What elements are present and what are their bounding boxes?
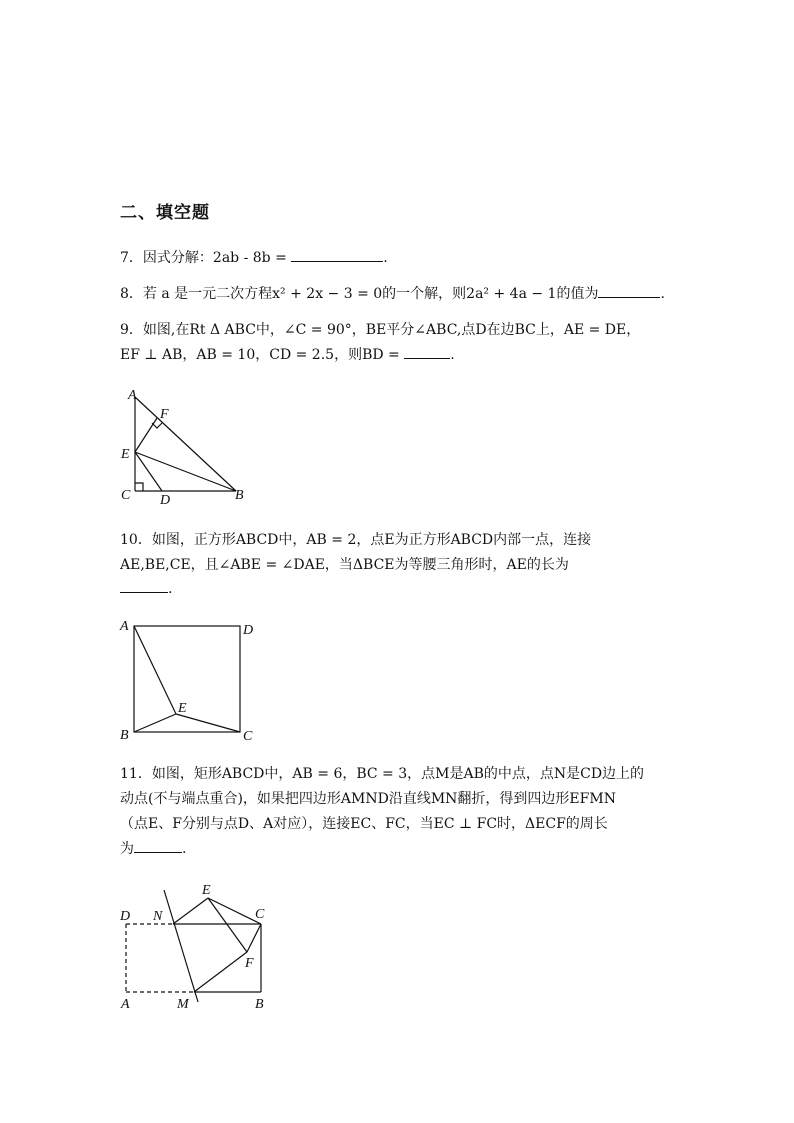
question-7-end: . (383, 250, 388, 266)
fold-line-MN (164, 890, 198, 1002)
segment-BE (134, 714, 176, 732)
label-B: B (120, 728, 129, 743)
label-F: F (160, 407, 169, 422)
segment-CE (176, 714, 240, 732)
question-9-end: . (450, 347, 455, 363)
answer-blank-7[interactable] (291, 247, 383, 262)
segment-NE (173, 898, 208, 924)
question-9-line2-text: EF ⊥ AB，AB = 10，CD = 2.5，则BD = (120, 347, 405, 363)
question-11-line1: 11．如图，矩形ABCD中，AB = 6，BC = 3，点M是AB的中点，点N是CD边上的 (120, 766, 645, 782)
question-7 (120, 247, 388, 268)
answer-blank-10[interactable] (120, 578, 168, 593)
segment-EC (208, 898, 261, 924)
segment-AB (135, 397, 236, 491)
label-E: E (121, 447, 130, 462)
segment-EF (208, 898, 247, 952)
label-D: D (243, 623, 254, 638)
label-B: B (235, 488, 244, 503)
figure-q11-fold (112, 878, 282, 1013)
figure-q10-square (112, 612, 262, 747)
question-8-text: 8．若 a 是一元二次方程x² + 2x − 3 = 0的一个解，则2a² + 4a − 1的值为 (120, 286, 599, 302)
segment-FC (247, 924, 261, 952)
label-M: M (177, 997, 189, 1012)
question-8 (120, 283, 665, 304)
question-8-end: . (660, 286, 665, 302)
figure-q9-triangle (110, 385, 260, 510)
answer-blank-11[interactable] (134, 838, 182, 853)
question-9-line1: 9．如图,在Rt Δ ABC中，∠C = 90°，BE平分∠ABC,点D在边BC上，AE = DE， (120, 322, 641, 338)
segment-EF (135, 418, 157, 452)
segment-FM (194, 952, 247, 992)
right-angle-mark-C (135, 483, 143, 491)
answer-blank-8[interactable] (598, 283, 660, 298)
label-A: A (120, 619, 129, 634)
right-angle-mark-F (152, 423, 162, 428)
square-ABCD (134, 626, 240, 732)
label-D: D (120, 909, 131, 924)
segment-AE (134, 626, 176, 714)
question-10-line2: AE,BE,CE，且∠ABE = ∠DAE，当ΔBCE为等腰三角形时，AE的长为 (120, 557, 569, 573)
question-10-line3 (120, 578, 172, 599)
label-B: B (255, 997, 264, 1012)
question-7-text: 7．因式分解：2ab - 8b = (120, 250, 292, 266)
label-A: A (128, 388, 137, 403)
question-9-line2 (120, 344, 455, 365)
label-F: F (245, 956, 254, 971)
question-11-line4-text: 为 (120, 841, 134, 857)
question-11-line2: 动点(不与端点重合)，如果把四边形AMND沿直线MN翻折，得到四边形EFMN (120, 791, 616, 807)
label-D: D (160, 493, 171, 508)
question-11-end: . (182, 841, 187, 857)
question-11-line4 (120, 838, 186, 859)
segment-EB (135, 452, 236, 491)
label-A: A (121, 997, 130, 1012)
label-N: N (153, 909, 163, 924)
label-C: C (121, 488, 131, 503)
label-E: E (202, 883, 211, 898)
label-C: C (243, 729, 253, 744)
question-11-line3: （点E、F分别与点D、A对应），连接EC、FC，当EC ⊥ FC时，ΔECF的周长 (120, 816, 608, 832)
label-C: C (255, 907, 265, 922)
answer-blank-9[interactable] (404, 344, 450, 359)
question-10-line1: 10．如图，正方形ABCD中，AB = 2，点E为正方形ABCD内部一点，连接 (120, 532, 592, 548)
section-title: 二、填空题 (120, 203, 210, 223)
question-10-end: . (168, 581, 173, 597)
label-E: E (178, 701, 187, 716)
